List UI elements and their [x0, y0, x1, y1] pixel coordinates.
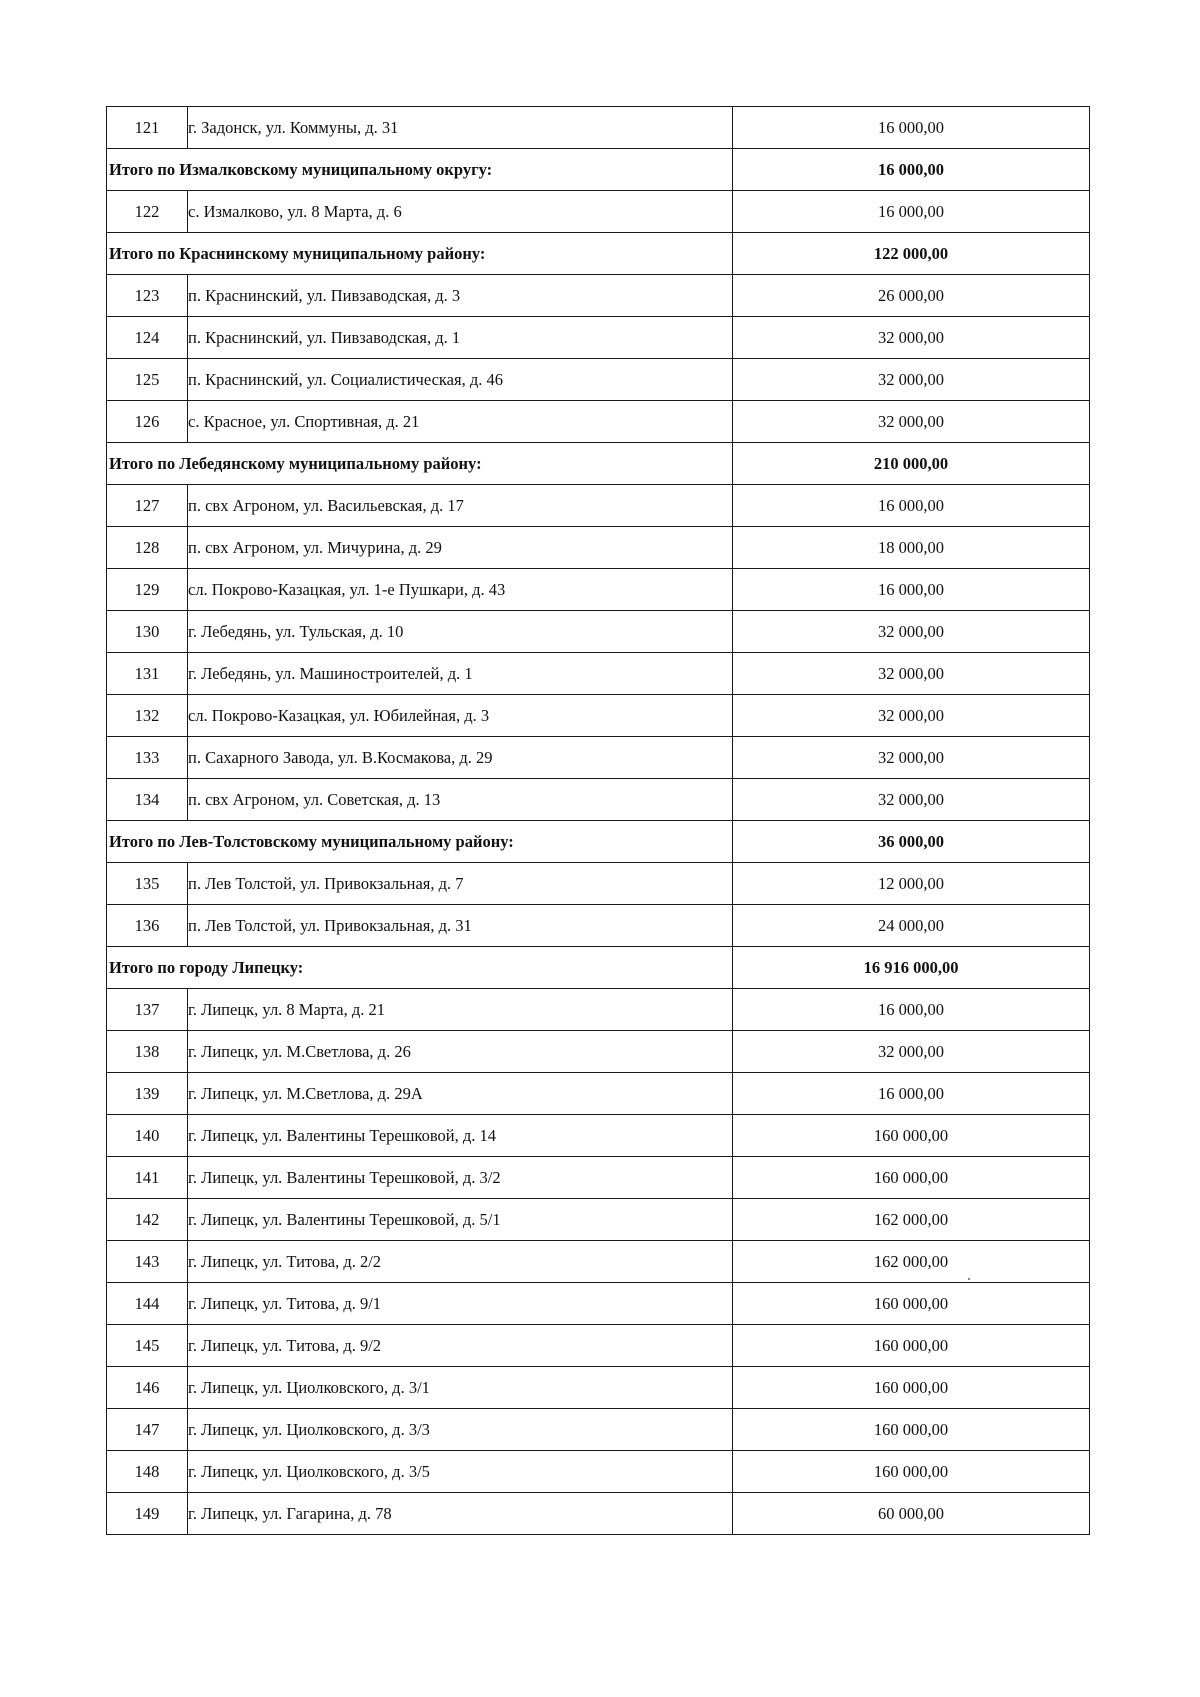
row-amount: 60 000,00 — [733, 1493, 1090, 1535]
row-address: г. Липецк, ул. Валентины Терешковой, д. 14 — [188, 1115, 733, 1157]
row-amount: 16 000,00 — [733, 485, 1090, 527]
row-amount: 16 000,00 — [733, 107, 1090, 149]
subtotal-amount: 210 000,00 — [733, 443, 1090, 485]
row-address: г. Липецк, ул. М.Светлова, д. 29А — [188, 1073, 733, 1115]
table-row — [107, 1493, 1090, 1535]
row-number: 137 — [107, 989, 188, 1031]
table-row — [107, 485, 1090, 527]
subtotal-row — [107, 821, 1090, 863]
row-amount: 32 000,00 — [733, 611, 1090, 653]
row-amount: 16 000,00 — [733, 191, 1090, 233]
row-amount: 26 000,00 — [733, 275, 1090, 317]
row-number: 142 — [107, 1199, 188, 1241]
table-row — [107, 317, 1090, 359]
row-address: п. свх Агроном, ул. Васильевская, д. 17 — [188, 485, 733, 527]
row-address: г. Липецк, ул. Циолковского, д. 3/5 — [188, 1451, 733, 1493]
row-amount: 32 000,00 — [733, 317, 1090, 359]
row-amount: 32 000,00 — [733, 737, 1090, 779]
table-row — [107, 1241, 1090, 1283]
row-address: г. Липецк, ул. 8 Марта, д. 21 — [188, 989, 733, 1031]
row-number: 131 — [107, 653, 188, 695]
row-number: 134 — [107, 779, 188, 821]
subtotal-row — [107, 947, 1090, 989]
table-row — [107, 107, 1090, 149]
table-row — [107, 275, 1090, 317]
row-amount: 32 000,00 — [733, 1031, 1090, 1073]
row-address: г. Липецк, ул. Титова, д. 9/1 — [188, 1283, 733, 1325]
table-row — [107, 1157, 1090, 1199]
row-amount: 160 000,00 — [733, 1325, 1090, 1367]
table-row — [107, 695, 1090, 737]
row-number: 121 — [107, 107, 188, 149]
row-address: п. Краснинский, ул. Пивзаводская, д. 3 — [188, 275, 733, 317]
row-number: 146 — [107, 1367, 188, 1409]
row-amount: 12 000,00 — [733, 863, 1090, 905]
table-row — [107, 527, 1090, 569]
row-number: 130 — [107, 611, 188, 653]
row-number: 122 — [107, 191, 188, 233]
row-number: 145 — [107, 1325, 188, 1367]
scan-speck — [968, 1278, 970, 1280]
row-amount: 160 000,00 — [733, 1283, 1090, 1325]
row-address: п. Краснинский, ул. Социалистическая, д. 46 — [188, 359, 733, 401]
row-number: 126 — [107, 401, 188, 443]
table-row — [107, 1283, 1090, 1325]
row-address: п. Сахарного Завода, ул. В.Космакова, д. 29 — [188, 737, 733, 779]
subtotal-label: Итого по городу Липецку: — [107, 947, 733, 989]
row-amount: 16 000,00 — [733, 989, 1090, 1031]
row-number: 140 — [107, 1115, 188, 1157]
table-row — [107, 905, 1090, 947]
subtotal-row — [107, 443, 1090, 485]
table-row — [107, 611, 1090, 653]
row-address: п. свх Агроном, ул. Мичурина, д. 29 — [188, 527, 733, 569]
row-amount: 162 000,00 — [733, 1241, 1090, 1283]
row-amount: 16 000,00 — [733, 1073, 1090, 1115]
row-amount: 160 000,00 — [733, 1451, 1090, 1493]
row-number: 124 — [107, 317, 188, 359]
table-row — [107, 1115, 1090, 1157]
subtotal-row — [107, 149, 1090, 191]
row-address: г. Лебедянь, ул. Машиностроителей, д. 1 — [188, 653, 733, 695]
row-number: 144 — [107, 1283, 188, 1325]
row-number: 135 — [107, 863, 188, 905]
row-number: 125 — [107, 359, 188, 401]
row-amount: 160 000,00 — [733, 1367, 1090, 1409]
subtotal-amount: 36 000,00 — [733, 821, 1090, 863]
row-address: г. Липецк, ул. Циолковского, д. 3/1 — [188, 1367, 733, 1409]
row-address: п. Краснинский, ул. Пивзаводская, д. 1 — [188, 317, 733, 359]
row-amount: 32 000,00 — [733, 401, 1090, 443]
subtotal-amount: 122 000,00 — [733, 233, 1090, 275]
table-row — [107, 653, 1090, 695]
row-address: г. Липецк, ул. Титова, д. 9/2 — [188, 1325, 733, 1367]
table-row — [107, 779, 1090, 821]
table-row — [107, 737, 1090, 779]
row-amount: 16 000,00 — [733, 569, 1090, 611]
row-address: г. Задонск, ул. Коммуны, д. 31 — [188, 107, 733, 149]
row-number: 147 — [107, 1409, 188, 1451]
table-row — [107, 401, 1090, 443]
row-amount: 18 000,00 — [733, 527, 1090, 569]
row-amount: 160 000,00 — [733, 1409, 1090, 1451]
row-number: 138 — [107, 1031, 188, 1073]
row-number: 128 — [107, 527, 188, 569]
row-number: 141 — [107, 1157, 188, 1199]
row-amount: 32 000,00 — [733, 779, 1090, 821]
row-address: г. Липецк, ул. М.Светлова, д. 26 — [188, 1031, 733, 1073]
table-row — [107, 1031, 1090, 1073]
row-address: п. Лев Толстой, ул. Привокзальная, д. 31 — [188, 905, 733, 947]
row-address: с. Красное, ул. Спортивная, д. 21 — [188, 401, 733, 443]
row-number: 127 — [107, 485, 188, 527]
row-address: п. Лев Толстой, ул. Привокзальная, д. 7 — [188, 863, 733, 905]
table-row — [107, 569, 1090, 611]
row-amount: 162 000,00 — [733, 1199, 1090, 1241]
row-number: 148 — [107, 1451, 188, 1493]
subtotal-row — [107, 233, 1090, 275]
subtotal-amount: 16 916 000,00 — [733, 947, 1090, 989]
row-number: 133 — [107, 737, 188, 779]
table-row — [107, 359, 1090, 401]
table-row — [107, 989, 1090, 1031]
subtotal-label: Итого по Измалковскому муниципальному округу: — [107, 149, 733, 191]
row-address: сл. Покрово-Казацкая, ул. Юбилейная, д. 3 — [188, 695, 733, 737]
row-amount: 32 000,00 — [733, 695, 1090, 737]
row-amount: 160 000,00 — [733, 1115, 1090, 1157]
row-amount: 160 000,00 — [733, 1157, 1090, 1199]
row-address: г. Липецк, ул. Валентины Терешковой, д. 3/2 — [188, 1157, 733, 1199]
subtotal-label: Итого по Лебедянскому муниципальному району: — [107, 443, 733, 485]
row-address: г. Липецк, ул. Гагарина, д. 78 — [188, 1493, 733, 1535]
row-number: 139 — [107, 1073, 188, 1115]
table-body — [107, 107, 1090, 1535]
table-row — [107, 1409, 1090, 1451]
row-amount: 24 000,00 — [733, 905, 1090, 947]
table-row — [107, 1073, 1090, 1115]
row-address: с. Измалково, ул. 8 Марта, д. 6 — [188, 191, 733, 233]
subtotal-label: Итого по Лев-Толстовскому муниципальному району: — [107, 821, 733, 863]
table-row — [107, 1367, 1090, 1409]
table-row — [107, 1199, 1090, 1241]
row-number: 132 — [107, 695, 188, 737]
row-address: сл. Покрово-Казацкая, ул. 1-е Пушкари, д. 43 — [188, 569, 733, 611]
row-number: 136 — [107, 905, 188, 947]
row-amount: 32 000,00 — [733, 653, 1090, 695]
row-number: 129 — [107, 569, 188, 611]
table-row — [107, 863, 1090, 905]
allocation-table — [106, 106, 1090, 1535]
table-row — [107, 1325, 1090, 1367]
subtotal-amount: 16 000,00 — [733, 149, 1090, 191]
table-row — [107, 1451, 1090, 1493]
row-number: 149 — [107, 1493, 188, 1535]
row-number: 123 — [107, 275, 188, 317]
row-address: п. свх Агроном, ул. Советская, д. 13 — [188, 779, 733, 821]
row-address: г. Лебедянь, ул. Тульская, д. 10 — [188, 611, 733, 653]
subtotal-label: Итого по Краснинскому муниципальному району: — [107, 233, 733, 275]
table-row — [107, 191, 1090, 233]
row-number: 143 — [107, 1241, 188, 1283]
row-amount: 32 000,00 — [733, 359, 1090, 401]
row-address: г. Липецк, ул. Циолковского, д. 3/3 — [188, 1409, 733, 1451]
row-address: г. Липецк, ул. Титова, д. 2/2 — [188, 1241, 733, 1283]
row-address: г. Липецк, ул. Валентины Терешковой, д. 5/1 — [188, 1199, 733, 1241]
